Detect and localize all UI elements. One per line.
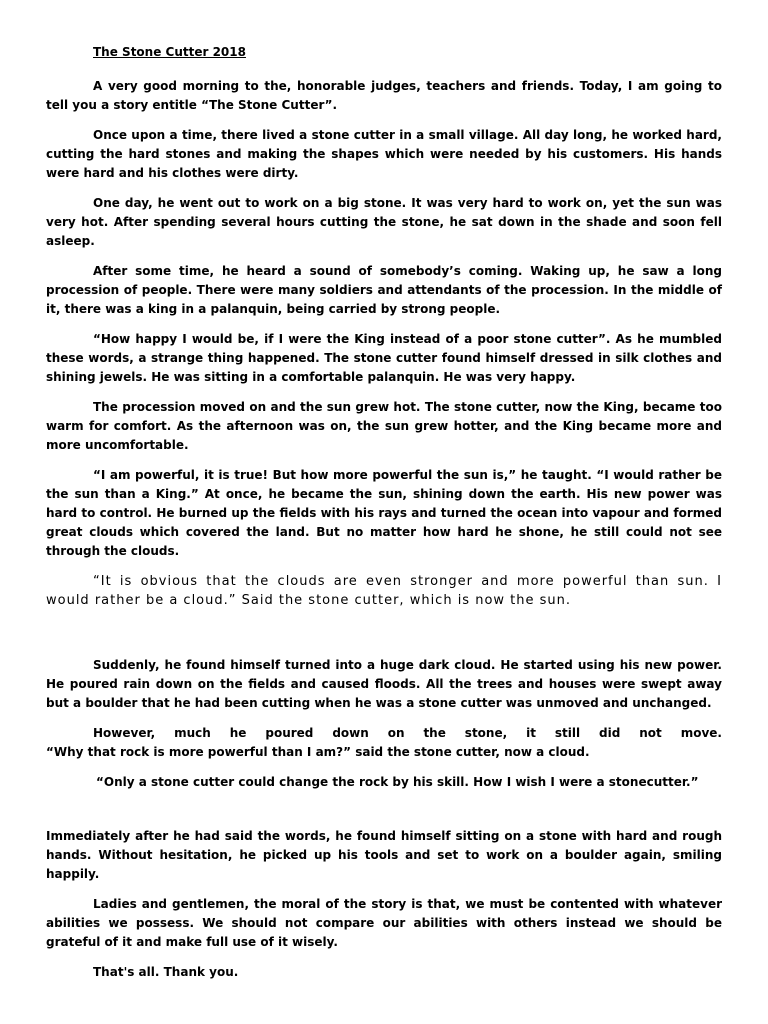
document-page: [46, 44, 722, 993]
paragraph-stonecutter-wish: “Only a stone cutter could change the rock by his skill. How I wish I were a stonecutter.”: [96, 775, 699, 789]
paragraph-cloud-wish: “It is obvious that the clouds are even stronger and more powerful than sun. I would rather be a cloud.” Said the stone cutter, which is now the sun.: [46, 574, 722, 608]
paragraph-greeting: A very good morning to the, honorable judges, teachers and friends. Today, I am going to tell you a story entitle “The Stone Cutter”.: [46, 79, 722, 112]
paragraph-moral: Ladies and gentlemen, the moral of the story is that, we must be contented with whatever abilities we possess. We should not compare our abilities with others instead we should be grateful of it and make full use of it wisely.: [46, 897, 722, 949]
paragraph-return: Immediately after he had said the words, he found himself sitting on a stone with hard and rough hands. Without hesitation, he picked up his tools and set to work on a boulder again, smiling happily.: [46, 829, 722, 881]
rock-line-2: “Why that rock is more powerful than I am?” said the stone cutter, now a cloud.: [46, 745, 590, 759]
document-title: The Stone Cutter 2018: [93, 45, 246, 59]
paragraph-rock: [46, 724, 722, 762]
spacer: [46, 762, 722, 773]
paragraph-cloud: Suddenly, he found himself turned into a huge dark cloud. He started using his new power. He poured rain down on the fields and caused floods. All the trees and houses were swept away but a boulder that he had been cutting when he was a stone cutter was unmoved and unchanged.: [46, 658, 722, 710]
paragraph-procession: After some time, he heard a sound of somebody’s coming. Waking up, he saw a long procession of people. There were many soldiers and attendants of the procession. In the middle of it, there was a king in a palanquin, being carried by strong people.: [46, 264, 722, 316]
paragraph-intro: Once upon a time, there lived a stone cutter in a small village. All day long, he worked hard, cutting the hard stones and making the shapes which were needed by his customers. His hands were hard and his clothes were dirty.: [46, 128, 722, 180]
paragraph-king-wish: “How happy I would be, if I were the King instead of a poor stone cutter”. As he mumbled these words, a strange thing happened. The stone cutter found himself dressed in silk clothes and shining jewels. He was sitting in a comfortable palanquin. He was very happy.: [46, 332, 722, 384]
paragraph-closing: That's all. Thank you.: [93, 965, 239, 979]
paragraph-big-stone: One day, he went out to work on a big stone. It was very hard to work on, yet the sun was very hot. After spending several hours cutting the stone, he sat down in the shade and soon fell asleep.: [46, 196, 722, 248]
paragraph-sun-hot: The procession moved on and the sun grew hot. The stone cutter, now the King, became too warm for comfort. As the afternoon was on, the sun grew hotter, and the King became more and more uncomfortable.: [46, 400, 722, 452]
paragraph-sun-wish: “I am powerful, it is true! But how more powerful the sun is,” he taught. “I would rather be the sun than a King.” At once, he became the sun, shining down the earth. His new power was hard to control. He burned up the fields with his rays and turned the ocean into vapour and formed great clouds which covered the land. But no matter how hard he shone, he still could not see through the clouds.: [46, 468, 722, 558]
rock-line-1: However, much he poured down on the stone, it still did not move.: [93, 726, 722, 740]
